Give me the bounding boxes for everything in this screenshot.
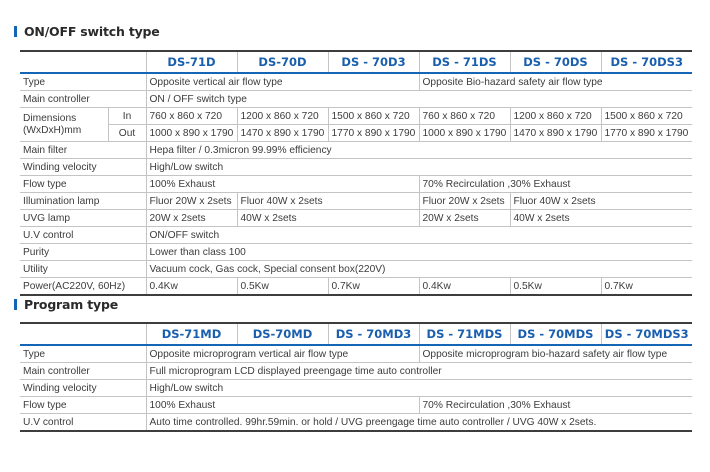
row-label: U.V control: [20, 227, 146, 244]
cell-value: Auto time controlled. 99hr.59min. or hold / UVG preengage time auto controller / UVG 40W x 2sets.: [146, 414, 692, 432]
table-row: [20, 210, 692, 227]
program-header-row: [20, 323, 692, 345]
table-row: [20, 345, 692, 363]
cell-value: High/Low switch: [146, 159, 692, 176]
cell-value: Full microprogram LCD displayed preengage time auto controller: [146, 363, 692, 380]
row-label: Utility: [20, 261, 146, 278]
row-label: Main controller: [20, 91, 146, 108]
row-label: Main filter: [20, 142, 146, 159]
table-row: [20, 363, 692, 380]
cell-value: 760 x 860 x 720: [419, 108, 510, 125]
onoff-header-row: [20, 51, 692, 73]
cell-value: 0.7Kw: [328, 278, 419, 296]
row-label: Winding velocity: [20, 159, 146, 176]
section-marker-icon: [14, 26, 17, 37]
table-row: [20, 176, 692, 193]
row-label: Main controller: [20, 363, 146, 380]
model-header: DS-70MD: [237, 323, 328, 345]
cell-value: 100% Exhaust: [146, 176, 419, 193]
cell-value: Fluor 40W x 2sets: [510, 193, 692, 210]
model-header: DS - 70D3: [328, 51, 419, 73]
cell-value: Fluor 40W x 2sets: [237, 193, 419, 210]
row-label: Power(AC220V, 60Hz): [20, 278, 146, 296]
model-header: DS - 70DS3: [601, 51, 692, 73]
cell-value: 0.5Kw: [237, 278, 328, 296]
row-label: U.V control: [20, 414, 146, 432]
table-row: [20, 193, 692, 210]
model-header: DS - 71MDS: [419, 323, 510, 345]
row-label: Illumination lamp: [20, 193, 146, 210]
table-row: [20, 159, 692, 176]
cell-value: 40W x 2sets: [237, 210, 419, 227]
cell-value: 70% Recirculation ,30% Exhaust: [419, 397, 692, 414]
cell-value: 0.4Kw: [419, 278, 510, 296]
cell-value: 0.5Kw: [510, 278, 601, 296]
row-label-dimensions: [20, 108, 108, 142]
row-label: Flow type: [20, 176, 146, 193]
cell-value: 1000 x 890 x 1790: [419, 125, 510, 142]
cell-value: 1200 x 860 x 720: [510, 108, 601, 125]
cell-value: Opposite microprogram vertical air flow type: [146, 345, 419, 363]
cell-value: 1770 x 890 x 1790: [601, 125, 692, 142]
dimensions-unit-label: (WxDxH)mm: [23, 124, 82, 136]
cell-value: Lower than class 100: [146, 244, 692, 261]
cell-value: 1770 x 890 x 1790: [328, 125, 419, 142]
cell-value: 1470 x 890 x 1790: [510, 125, 601, 142]
program-title-text: Program type: [24, 297, 118, 312]
cell-value: 40W x 2sets: [510, 210, 692, 227]
table-row: [20, 142, 692, 159]
cell-value: 0.4Kw: [146, 278, 237, 296]
table-row: [20, 108, 692, 125]
cell-value: 70% Recirculation ,30% Exhaust: [419, 176, 692, 193]
model-header: DS - 70MD3: [328, 323, 419, 345]
cell-value: 1200 x 860 x 720: [237, 108, 328, 125]
header-blank-cell: [20, 51, 146, 73]
cell-value: Vacuum cock, Gas cock, Special consent box(220V): [146, 261, 692, 278]
cell-value: 1500 x 860 x 720: [601, 108, 692, 125]
table-row: [20, 125, 692, 142]
table-row: [20, 397, 692, 414]
cell-value: 760 x 860 x 720: [146, 108, 237, 125]
dimensions-label: Dimensions: [23, 112, 77, 124]
cell-value: Hepa filter / 0.3micron 99.99% efficiency: [146, 142, 692, 159]
row-label: Type: [20, 73, 146, 91]
cell-value: Opposite Bio-hazard safety air flow type: [419, 73, 692, 91]
sub-label-in: In: [108, 108, 146, 125]
table-row: [20, 261, 692, 278]
cell-value: ON/OFF switch: [146, 227, 692, 244]
sub-label-out: Out: [108, 125, 146, 142]
onoff-section-title: [14, 24, 160, 39]
onoff-spec-table: [20, 50, 692, 296]
row-label: UVG lamp: [20, 210, 146, 227]
cell-value: 1470 x 890 x 1790: [237, 125, 328, 142]
section-marker-icon: [14, 299, 17, 310]
row-label: Type: [20, 345, 146, 363]
program-section-title: [14, 297, 118, 312]
header-blank-cell: [20, 323, 146, 345]
cell-value: Opposite microprogram bio-hazard safety air flow type: [419, 345, 692, 363]
table-row: [20, 244, 692, 261]
model-header: DS - 70DS: [510, 51, 601, 73]
row-label: Winding velocity: [20, 380, 146, 397]
model-header: DS - 70MDS: [510, 323, 601, 345]
model-header: DS - 70MDS3: [601, 323, 692, 345]
table-row: [20, 73, 692, 91]
cell-value: 20W x 2sets: [419, 210, 510, 227]
model-header: DS-71D: [146, 51, 237, 73]
table-row: [20, 380, 692, 397]
onoff-title-text: ON/OFF switch type: [24, 24, 160, 39]
cell-value: 100% Exhaust: [146, 397, 419, 414]
row-label: Purity: [20, 244, 146, 261]
cell-value: High/Low switch: [146, 380, 692, 397]
cell-value: 20W x 2sets: [146, 210, 237, 227]
table-row: [20, 227, 692, 244]
cell-value: 1500 x 860 x 720: [328, 108, 419, 125]
table-row: [20, 278, 692, 296]
program-spec-table: [20, 322, 692, 432]
cell-value: 1000 x 890 x 1790: [146, 125, 237, 142]
cell-value: ON / OFF switch type: [146, 91, 692, 108]
cell-value: 0.7Kw: [601, 278, 692, 296]
cell-value: Fluor 20W x 2sets: [146, 193, 237, 210]
model-header: DS-71MD: [146, 323, 237, 345]
table-row: [20, 91, 692, 108]
model-header: DS-70D: [237, 51, 328, 73]
table-row: [20, 414, 692, 432]
cell-value: Opposite vertical air flow type: [146, 73, 419, 91]
row-label: Flow type: [20, 397, 146, 414]
model-header: DS - 71DS: [419, 51, 510, 73]
cell-value: Fluor 20W x 2sets: [419, 193, 510, 210]
